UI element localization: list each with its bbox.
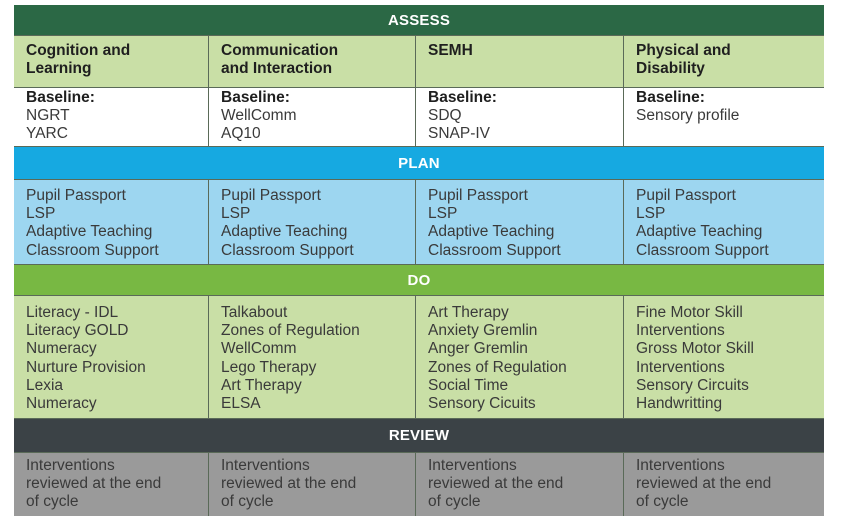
plan-row xyxy=(14,180,824,265)
baseline-label: Baseline: xyxy=(428,89,497,106)
do-cell: Art Therapy Anxiety Gremlin Anger Gremlin Zones of Regulation Social Time Sensory Cicuits xyxy=(416,296,624,418)
header-cognition-learning: Cognition and Learning xyxy=(14,36,209,87)
do-band: DO xyxy=(14,265,824,296)
assess-band: ASSESS xyxy=(14,5,824,36)
do-cell: Fine Motor Skill Interventions Gross Motor Skill Interventions Sensory Circuits Handwritting xyxy=(636,304,754,413)
header-semh: SEMH xyxy=(416,36,624,87)
review-cell: Interventions reviewed at the end of cycle xyxy=(14,453,209,516)
assess-plan-do-review-table xyxy=(14,5,824,516)
baseline-label: Baseline: xyxy=(636,89,705,106)
do-row xyxy=(14,296,824,419)
plan-band: PLAN xyxy=(14,147,824,180)
review-cell: Interventions reviewed at the end of cycle xyxy=(636,457,772,511)
header-communication-interaction: Communication and Interaction xyxy=(209,36,416,87)
baseline-label: Baseline: xyxy=(221,89,290,106)
baseline-cell: Baseline: NGRT YARC xyxy=(14,88,209,146)
review-row xyxy=(14,453,824,516)
baseline-cell: Baseline: WellComm AQ10 xyxy=(209,88,416,146)
review-cell: Interventions reviewed at the end of cycle xyxy=(416,453,624,516)
plan-cell: Pupil Passport LSP Adaptive Teaching Classroom Support xyxy=(14,180,209,264)
header-physical-disability: Physical and Disability xyxy=(636,42,731,78)
baseline-cell: Baseline: SDQ SNAP-IV xyxy=(416,88,624,146)
baseline-row xyxy=(14,88,824,147)
review-cell: Interventions reviewed at the end of cycle xyxy=(209,453,416,516)
baseline-label: Baseline: xyxy=(26,89,95,106)
plan-cell: Pupil Passport LSP Adaptive Teaching Classroom Support xyxy=(209,180,416,264)
do-cell: Talkabout Zones of Regulation WellComm Lego Therapy Art Therapy ELSA xyxy=(209,296,416,418)
category-header-row xyxy=(14,36,824,88)
plan-cell: Pupil Passport LSP Adaptive Teaching Classroom Support xyxy=(416,180,624,264)
plan-cell: Pupil Passport LSP Adaptive Teaching Classroom Support xyxy=(636,187,769,259)
do-cell: Literacy - IDL Literacy GOLD Numeracy Nurture Provision Lexia Numeracy xyxy=(14,296,209,418)
review-band: REVIEW xyxy=(14,419,824,453)
baseline-cell: Baseline: Sensory profile xyxy=(624,88,824,146)
